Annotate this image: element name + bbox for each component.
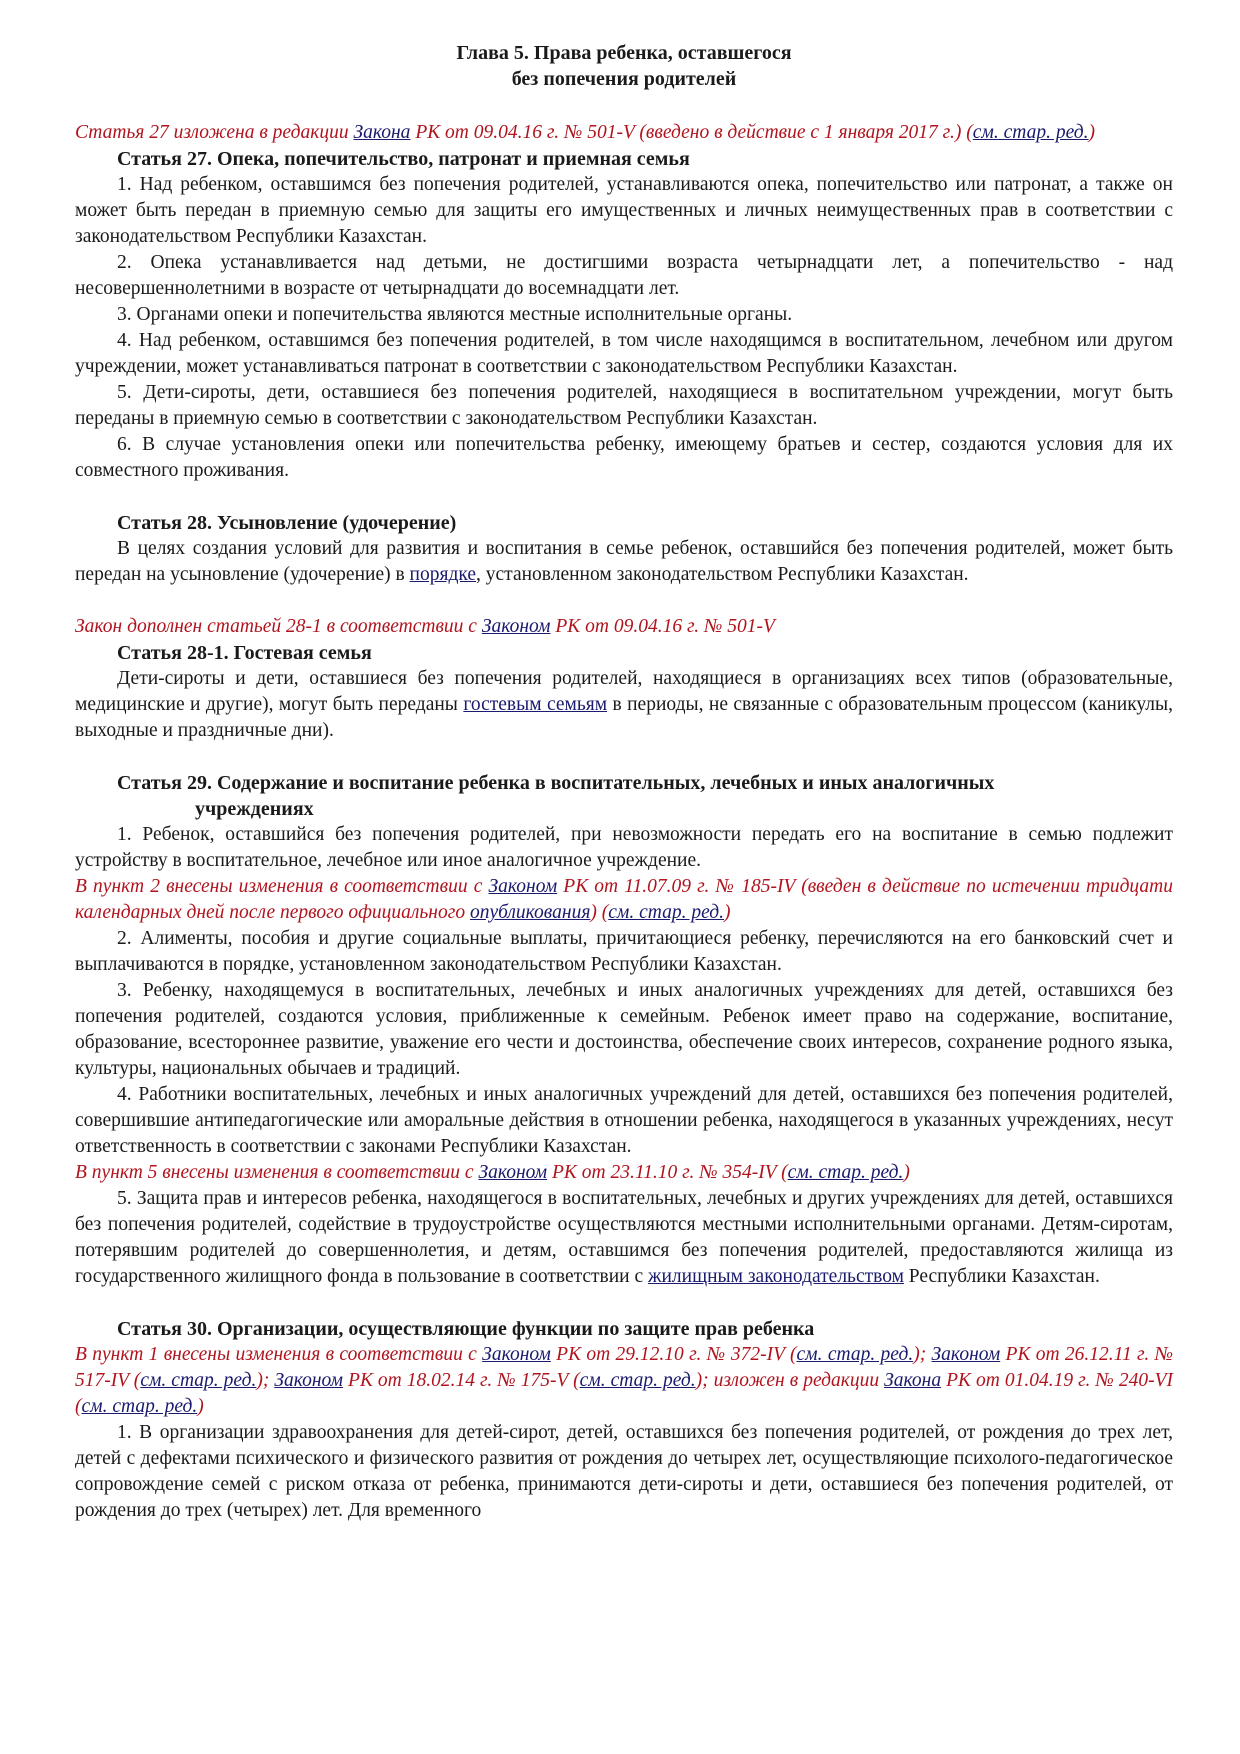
article-27-paragraph-2: 2. Опека устанавливается над детьми, не достигшими возраста четырнадцати лет, а попечительство - над несовершеннолетними в возрасте от четырнадцати до восемнадцати лет. — [75, 252, 1173, 299]
article-29-point-5-amendment-note — [75, 1160, 1173, 1186]
guest-families-link[interactable]: гостевым семьям — [463, 694, 608, 715]
law-link[interactable]: Законом — [274, 1370, 344, 1391]
article-27-title: Статья 27. Опека, попечительство, патронат и приемная семья — [117, 148, 690, 170]
note-text: ) ( — [590, 902, 609, 923]
note-text: ); — [256, 1370, 275, 1391]
article-28-1-amendment-note — [75, 614, 1173, 640]
spacer — [75, 484, 1173, 510]
note-text: ); — [913, 1344, 932, 1365]
title-line: Статья 29. Содержание и воспитание ребенка в воспитательных, лечебных и иных аналогичных — [117, 772, 995, 794]
law-link[interactable]: Закона — [353, 122, 411, 143]
paragraph-text: , установленном законодательством Республики Казахстан. — [476, 564, 969, 585]
law-link[interactable]: Законом — [481, 616, 551, 637]
note-text: В пункт 5 внесены изменения в соответствии с — [75, 1162, 479, 1183]
paragraph-text: в периоды, не связанные с образовательным процессом (каникулы, выходные и праздничные дни). — [75, 694, 1173, 741]
chapter-title-line1: Глава 5. Права ребенка, оставшегося — [456, 42, 792, 64]
note-text: РК от 09.04.16 г. № 501-V (введено в действие с 1 января 2017 г.) ( — [410, 122, 973, 143]
article-29-paragraph-2: 2. Алименты, пособия и другие социальные выплаты, причитающиеся ребенку, перечисляются на его банковский счет и выплачиваются в порядке, установленном законодательством Республики Казахстан. — [75, 928, 1173, 975]
old-edition-link[interactable]: см. стар. ред. — [608, 902, 724, 923]
article-30-title: Статья 30. Организации, осуществляющие функции по защите прав ребенка — [117, 1318, 815, 1340]
spacer — [75, 588, 1173, 614]
paragraph-text: Республики Казахстан. — [903, 1266, 1100, 1287]
article-30-paragraph-1: 1. В организации здравоохранения для детей-сирот, детей, оставшихся без попечения родителей, от рождения до трех лет, детей с дефектами психического и физического развития от рождения до четырех лет, осуществляющие психолого-педагогическое сопровождение семей с риском отказа от ребенка, принимаются дети-сироты и дети, оставшиеся без попечения родителей, от рождения до трех (четырех) лет. Для временного — [75, 1422, 1173, 1521]
spacer — [75, 744, 1173, 770]
article-27-paragraph-6: 6. В случае установления опеки или попечительства ребенку, имеющему братьев и сестер, создаются условия для их совместного проживания. — [75, 434, 1173, 481]
paragraph-text: Дети-сироты и дети, оставшиеся без попечения родителей, находящиеся в организациях всех типов (образовательные, медицинские и другие), могут быть переданы — [75, 668, 1173, 715]
law-link[interactable]: Законом — [482, 1344, 551, 1365]
old-edition-link[interactable]: см. стар. ред. — [579, 1370, 696, 1391]
paragraph-text: В целях создания условий для развития и воспитания в семье ребенок, оставшийся без попечения родителей, может быть передан на усыновление (удочерение) в — [75, 538, 1173, 585]
publication-link[interactable]: опубликования — [469, 902, 591, 923]
law-link[interactable]: Законом — [478, 1162, 548, 1183]
note-text: РК от 18.02.14 г. № 175-V ( — [343, 1370, 580, 1391]
article-27-paragraph-1: 1. Над ребенком, оставшимся без попечения родителей, устанавливаются опека, попечительство или патронат, а также он может быть передан в приемную семью для защиты его имущественных и личных неимущественных прав в соответствии с законодательством Республики Казахстан. — [75, 174, 1173, 247]
note-text: ) — [197, 1396, 204, 1417]
article-27-paragraph-3: 3. Органами опеки и попечительства являются местные исполнительные органы. — [117, 304, 793, 325]
note-text: ) — [903, 1162, 910, 1183]
law-link[interactable]: Законом — [931, 1344, 1001, 1365]
article-29-point-2-amendment-note — [75, 874, 1173, 926]
article-28-title: Статья 28. Усыновление (удочерение) — [117, 512, 457, 534]
note-text: В пункт 1 внесены изменения в соответствии с — [75, 1344, 483, 1365]
note-text: ) — [724, 902, 731, 923]
old-edition-link[interactable]: см. стар. ред. — [81, 1396, 198, 1417]
article-30-amendment-note — [75, 1342, 1173, 1420]
note-text: РК от 11.07.09 г. № 185-IV (введен в действие по истечении тридцати календарных дней после первого официального — [75, 876, 1173, 923]
paragraph-text: 5. Защита прав и интересов ребенка, находящегося в воспитательных, лечебных и других учреждениях для детей, оставшихся без попечения родителей, содействие в трудоустройстве осуществляются местными исполнительными органами. Детям-сиротам, потерявшим родителей до совершеннолетия, и детям, оставшимся без попечения родителей, предоставляются жилища из государственного жилищного фонда в пользование в соответствии с — [75, 1188, 1173, 1287]
chapter-title — [75, 40, 1173, 92]
spacer — [75, 1290, 1173, 1316]
note-text: РК от 09.04.16 г. № 501-V — [550, 616, 775, 637]
article-29-paragraph-5 — [75, 1186, 1173, 1290]
note-text: Статья 27 изложена в редакции — [75, 122, 354, 143]
old-edition-link[interactable]: см. стар. ред. — [787, 1162, 904, 1183]
article-28-1-title: Статья 28-1. Гостевая семья — [117, 642, 372, 664]
note-text: ); изложен в редакции — [695, 1370, 885, 1391]
old-edition-link[interactable]: см. стар. ред. — [796, 1344, 914, 1365]
note-text: РК от 01.04.19 г. № 240-VI ( — [75, 1370, 1174, 1417]
old-edition-link[interactable]: см. стар. ред. — [140, 1370, 257, 1391]
article-29-paragraph-1: 1. Ребенок, оставшийся без попечения родителей, при невозможности передать его на воспитание в семью подлежит устройству в воспитательное, лечебное или иное аналогичное учреждение. — [75, 824, 1173, 871]
article-28-paragraph — [75, 536, 1173, 588]
article-27-amendment-note — [75, 120, 1173, 146]
old-edition-link[interactable]: см. стар. ред. — [972, 122, 1089, 143]
note-text: В пункт 2 внесены изменения в соответствии с — [75, 876, 489, 897]
article-27-paragraph-5: 5. Дети-сироты, дети, оставшиеся без попечения родителей, находящиеся в воспитательном учреждении, могут быть переданы в приемную семью в соответствии с законодательством Республики Казахстан. — [75, 382, 1173, 429]
article-27-paragraph-4: 4. Над ребенком, оставшимся без попечения родителей, в том числе находящимся в воспитательном, лечебном или другом учреждении, может устанавливаться патронат в соответствии с законодательством Республики Казахстан. — [75, 330, 1173, 377]
note-text: РК от 26.12.11 г. № 517-IV ( — [75, 1344, 1173, 1391]
article-28-1-paragraph — [75, 666, 1173, 744]
procedure-link[interactable]: порядке — [409, 564, 477, 585]
law-link[interactable]: Закона — [884, 1370, 942, 1391]
article-29-paragraph-4: 4. Работники воспитательных, лечебных и иных аналогичных учреждений для детей, оставшихся без попечения родителей, совершившие антипедагогические или аморальные действия в отношении ребенка, находящегося в указанных учреждениях, несут ответственность в соответствии с законами Республики Казахстан. — [75, 1084, 1173, 1157]
note-text: РК от 23.11.10 г. № 354-IV ( — [547, 1162, 788, 1183]
article-29-paragraph-3: 3. Ребенку, находящемуся в воспитательных, лечебных и иных аналогичных учреждениях для детей, оставшихся без попечения родителей, создаются условия, приближенные к семейным. Ребенок имеет право на содержание, воспитание, образование, всестороннее развитие, уважение его чести и достоинства, обеспечение своих интересов, сохранение родного языка, культуры, национальных обычаев и традиций. — [75, 980, 1173, 1079]
note-text: ) — [1088, 122, 1096, 143]
title-line: учреждениях — [195, 798, 314, 820]
note-text: РК от 29.12.10 г. № 372-IV ( — [550, 1344, 797, 1365]
law-link[interactable]: Законом — [488, 876, 558, 897]
chapter-title-line2: без попечения родителей — [511, 68, 737, 90]
article-29-title — [75, 770, 1173, 822]
housing-legislation-link[interactable]: жилищным законодательством — [648, 1266, 904, 1287]
note-text: Закон дополнен статьей 28-1 в соответствии с — [75, 616, 482, 637]
